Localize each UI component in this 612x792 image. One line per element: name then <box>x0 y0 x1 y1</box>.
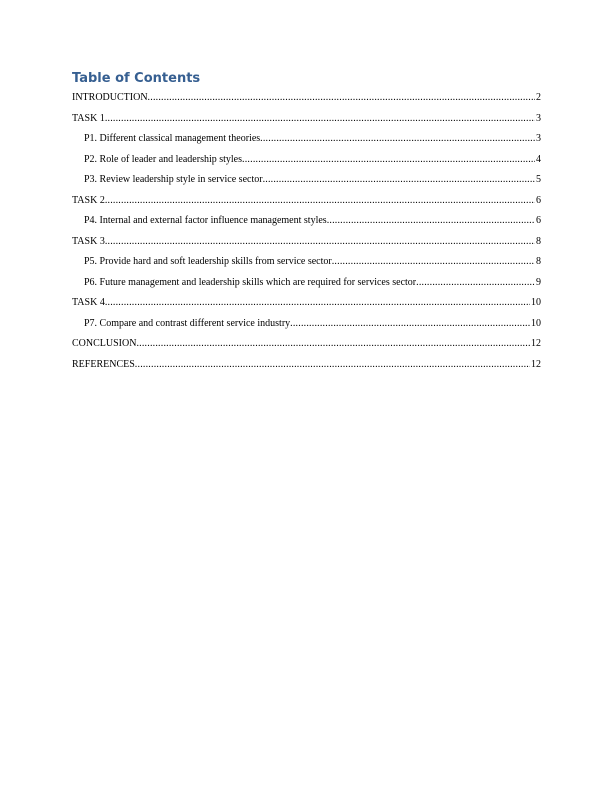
dot-leader <box>260 132 535 146</box>
toc-entry-p3[interactable] <box>84 173 541 187</box>
toc-entry-page-number: 12 <box>531 358 541 370</box>
toc-entry-p4[interactable] <box>84 214 541 228</box>
toc-entry-page-number: 8 <box>536 256 541 267</box>
dot-leader <box>148 91 535 105</box>
dot-leader <box>332 255 535 269</box>
toc-entry-label: P6. Future management and leadership skills which are required for services sector <box>84 276 417 288</box>
toc-entry-p6[interactable] <box>84 276 541 290</box>
dot-leader <box>105 296 530 310</box>
toc-entry-page-number: 12 <box>531 338 541 349</box>
dot-leader <box>136 337 530 351</box>
toc-entry-label: TASK 2 <box>72 194 105 206</box>
toc-entry-task-3[interactable] <box>72 235 541 249</box>
toc-entry-label: P7. Compare and contrast different service industry <box>84 317 291 329</box>
toc-entry-page-number: 6 <box>536 194 541 206</box>
toc-entry-label: CONCLUSION <box>72 338 137 349</box>
toc-entry-label: P4. Internal and external factor influence management styles <box>84 215 327 226</box>
toc-entry-page-number: 3 <box>536 112 541 124</box>
dot-leader <box>263 173 535 187</box>
toc-entry-page-number: 10 <box>531 297 541 308</box>
toc-entry-label: TASK 3 <box>72 235 105 247</box>
toc-entry-page-number: 10 <box>531 317 541 329</box>
toc-entry-label: P3. Review leadership style in service sector <box>84 174 263 185</box>
toc-entry-page-number: 5 <box>536 174 541 185</box>
toc-title: Table of Contents <box>72 71 201 86</box>
toc-entry-references[interactable] <box>72 358 541 372</box>
toc-entry-label: REFERENCES <box>72 358 135 370</box>
toc-entry-p7[interactable] <box>84 317 541 331</box>
toc-entry-p5[interactable] <box>84 255 541 269</box>
toc-entry-page-number: 4 <box>536 153 541 165</box>
toc-entry-label: P2. Role of leader and leadership styles <box>84 153 243 165</box>
toc-entry-task-2[interactable] <box>72 194 541 208</box>
toc-entry-page-number: 8 <box>536 235 541 247</box>
toc-entry-p2[interactable] <box>84 153 541 167</box>
dot-leader <box>105 112 535 126</box>
toc-entry-label: TASK 1 <box>72 112 105 124</box>
dot-leader <box>135 358 530 372</box>
toc-entry-task-1[interactable] <box>72 112 541 126</box>
toc-entry-page-number: 2 <box>536 92 541 103</box>
toc-entry-conclusion[interactable] <box>72 337 541 351</box>
toc-entry-page-number: 3 <box>536 133 541 144</box>
toc-entry-label: INTRODUCTION <box>72 92 148 103</box>
toc-entry-label: TASK 4 <box>72 297 105 308</box>
toc-entry-label: P1. Different classical management theories <box>84 133 261 144</box>
dot-leader <box>416 276 535 290</box>
dot-leader <box>242 153 535 167</box>
dot-leader <box>327 214 535 228</box>
toc-entry-task-4[interactable] <box>72 296 541 310</box>
toc-entry-page-number: 9 <box>536 276 541 288</box>
dot-leader <box>105 235 535 249</box>
toc-entry-page-number: 6 <box>536 215 541 226</box>
toc-entry-label: P5. Provide hard and soft leadership skills from service sector <box>84 256 332 267</box>
toc-entry-introduction[interactable] <box>72 91 541 105</box>
dot-leader <box>105 194 535 208</box>
toc-entry-p1[interactable] <box>84 132 541 146</box>
dot-leader <box>290 317 530 331</box>
